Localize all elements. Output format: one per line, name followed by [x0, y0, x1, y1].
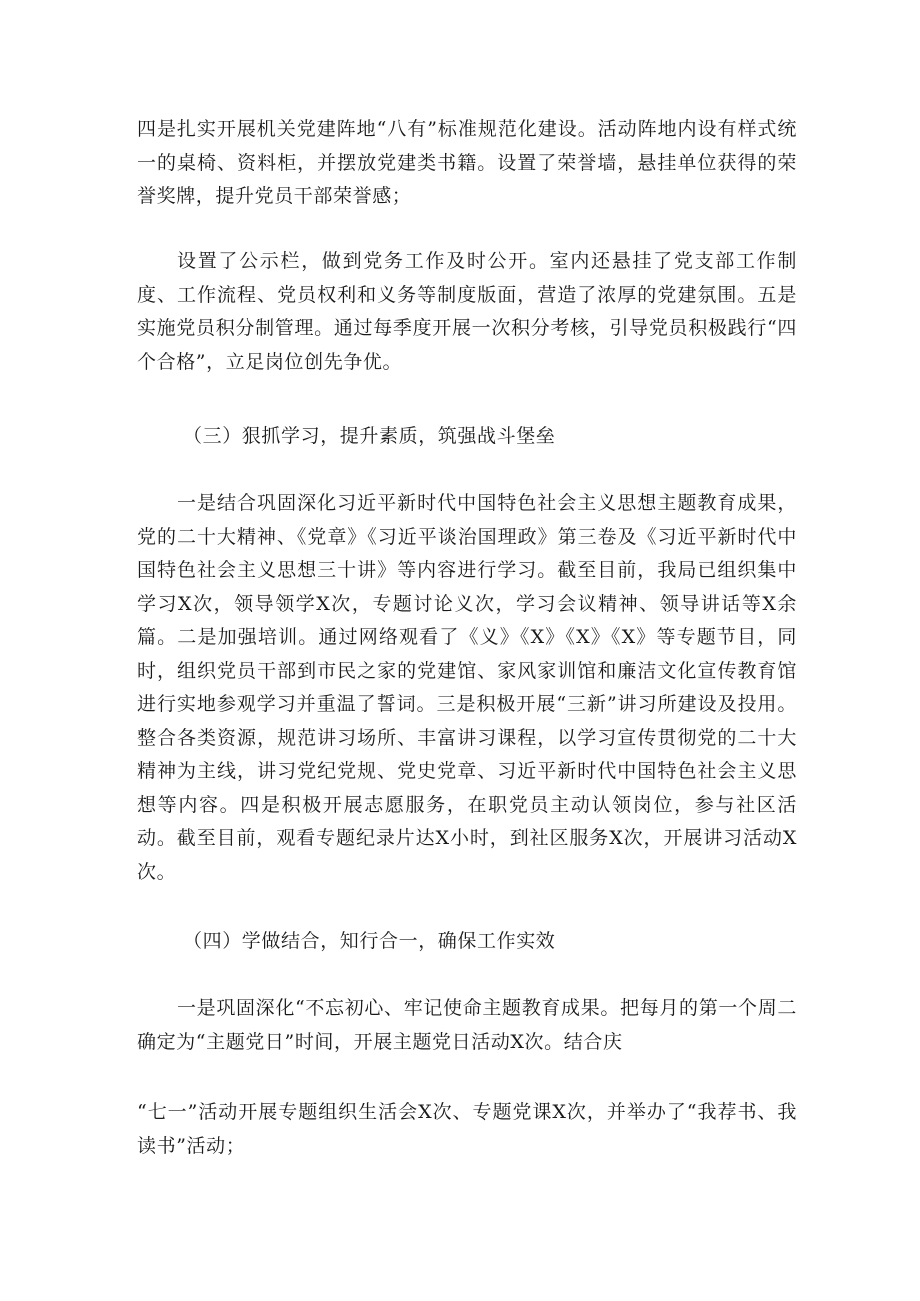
paragraph-study-training: 一是结合巩固深化习近平新时代中国特色社会主义思想主题教育成果，党的二十大精神、《党章》《习近平谈治国理政》第三卷及《习近平新时代中国特色社会主义思想三十讲》等内容进行学习。截至目前，我局已组织集中学习X次，领导领学X次，专题讨论义次，学习会议精神、领导讲话等X余篇。二是加强培训。通过网络观看了《义》《X》《X》《X》等专题节目，同时，组织党员干部到市民之家的党建馆、家风家训馆和廉洁文化宣传教育馆进行实地参观学习并重温了誓词。三是积极开展“三新”讲习所建设及投用。整合各类资源，规范讲习场所、丰富讲习课程，以学习宣传贯彻党的二十大精神为主线，讲习党纪党规、党史党章、习近平新时代中国特色社会主义思想等内容。四是积极开展志愿服务，在职党员主动认领岗位，参与社区活动。截至目前，观看专题纪录片达X小时，到社区服务X次，开展讲习活动X次。: [137, 492, 797, 883]
section-heading-three: （三）狠抓学习，提升素质，筑强战斗堡垒: [183, 425, 556, 447]
paragraph-theme-education: 一是巩固深化“不忘初心、牢记使命主题教育成果。把每月的第一个周二确定为“主题党日”时间，开展主题党日活动X次。结合庆: [137, 997, 797, 1053]
paragraph-july-first-activity: “七一”活动开展专题组织生活会X次、专题党课X次，并举办了“我荐书、我读书”活动；: [137, 1101, 797, 1157]
section-heading-four: （四）学做结合，知行合一，确保工作实效: [183, 930, 556, 952]
paragraph-bulletin-board: 设置了公示栏，做到党务工作及时公开。室内还悬挂了党支部工作制度、工作流程、党员权利和义务等制度版面，营造了浓厚的党建氛围。五是实施党员积分制管理。通过每季度开展一次积分考核，引导党员积极践行“四个合格”，立足岗位创先争优。: [137, 250, 797, 373]
paragraph-party-base-construction: 四是扎实开展机关党建阵地“八有”标准规范化建设。活动阵地内设有样式统一的桌椅、资料柜，并摆放党建类书籍。设置了荣誉墙，悬挂单位获得的荣誉奖牌，提升党员干部荣誉感；: [137, 118, 797, 207]
